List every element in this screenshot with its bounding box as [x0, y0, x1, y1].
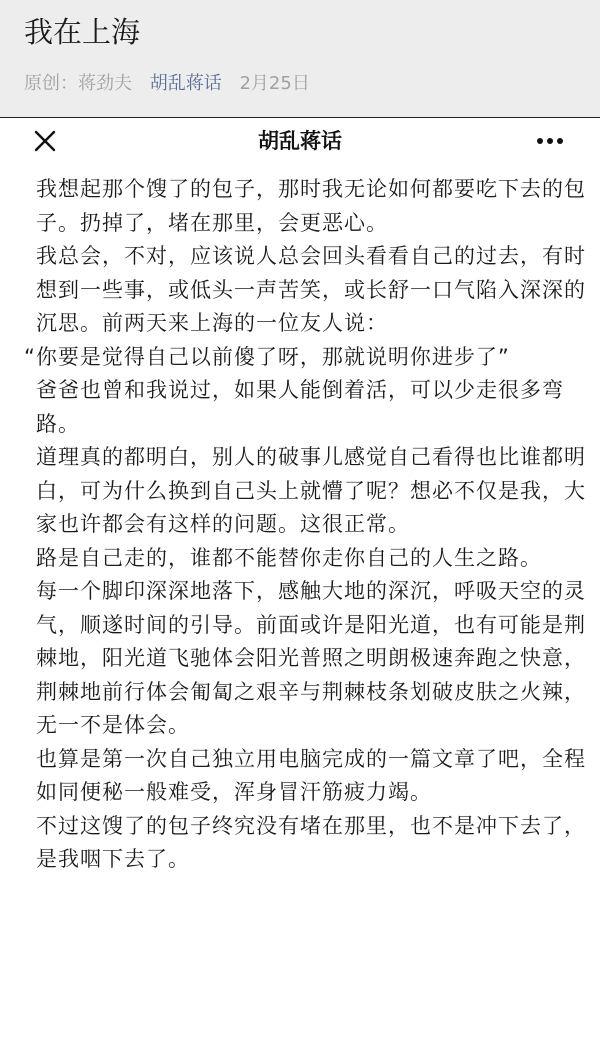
account-name-link[interactable]: 胡乱蒋话: [149, 73, 222, 94]
navbar-title: 胡乱蒋话: [258, 129, 342, 153]
article-title: 我在上海: [24, 15, 141, 49]
paragraph: 爸爸也曾和我说过，如果人能倒着活，可以少走很多弯路。: [36, 378, 564, 436]
close-icon: [30, 126, 60, 156]
paragraph: 也算是第一次自己独立用电脑完成的一篇文章了吧，全程如同便秘一般难受，浑身冒汗筋疲力竭。: [36, 746, 586, 804]
paragraph: 不过这馊了的包子终究没有堵在那里，也不是冲下去了，是我咽下去了。: [36, 813, 586, 871]
more-button[interactable]: [532, 126, 568, 156]
article-panel: [0, 117, 600, 1047]
more-dots-icon: [532, 126, 568, 156]
paragraph: 每一个脚印深深地落下，感触大地的深沉，呼吸天空的灵气，顺遂时间的引导。前面或许是阳光道，也有可能是荆棘地，阳光道飞驰体会阳光普照之明朗极速奔跑之快意，荆棘地前行体会匍匐之艰辛与荆棘枝条划破皮肤之火辣，无一不是体会。: [36, 579, 586, 737]
panel-navbar: [0, 118, 600, 164]
article-header: [0, 0, 600, 117]
paragraph-quote: “你要是觉得自己以前傻了呀，那就说明你进步了”: [24, 344, 510, 369]
paragraph: 我想起那个馊了的包子，那时我无论如何都要吃下去的包子。扔掉了，堵在那里，会更恶心。: [36, 177, 586, 235]
paragraph: 路是自己走的，谁都不能替你走你自己的人生之路。: [36, 545, 542, 570]
publish-date: 2月25日: [239, 73, 310, 94]
article-content: [24, 173, 586, 877]
article-meta: [24, 70, 322, 98]
paragraph: 我总会，不对，应该说人总会回头看看自己的过去，有时想到一些事，或低头一声苦笑，或长舒一口气陷入深深的沉思。前两天来上海的一位友人说：: [36, 244, 586, 335]
original-author-label: 原创：蒋劲夫: [24, 73, 132, 94]
paragraph: 道理真的都明白，别人的破事儿感觉自己看得也比谁都明白，可为什么换到自己头上就懵了呢？想必不仅是我，大家也许都会有这样的问题。这很正常。: [36, 445, 586, 536]
close-button[interactable]: [30, 126, 62, 156]
